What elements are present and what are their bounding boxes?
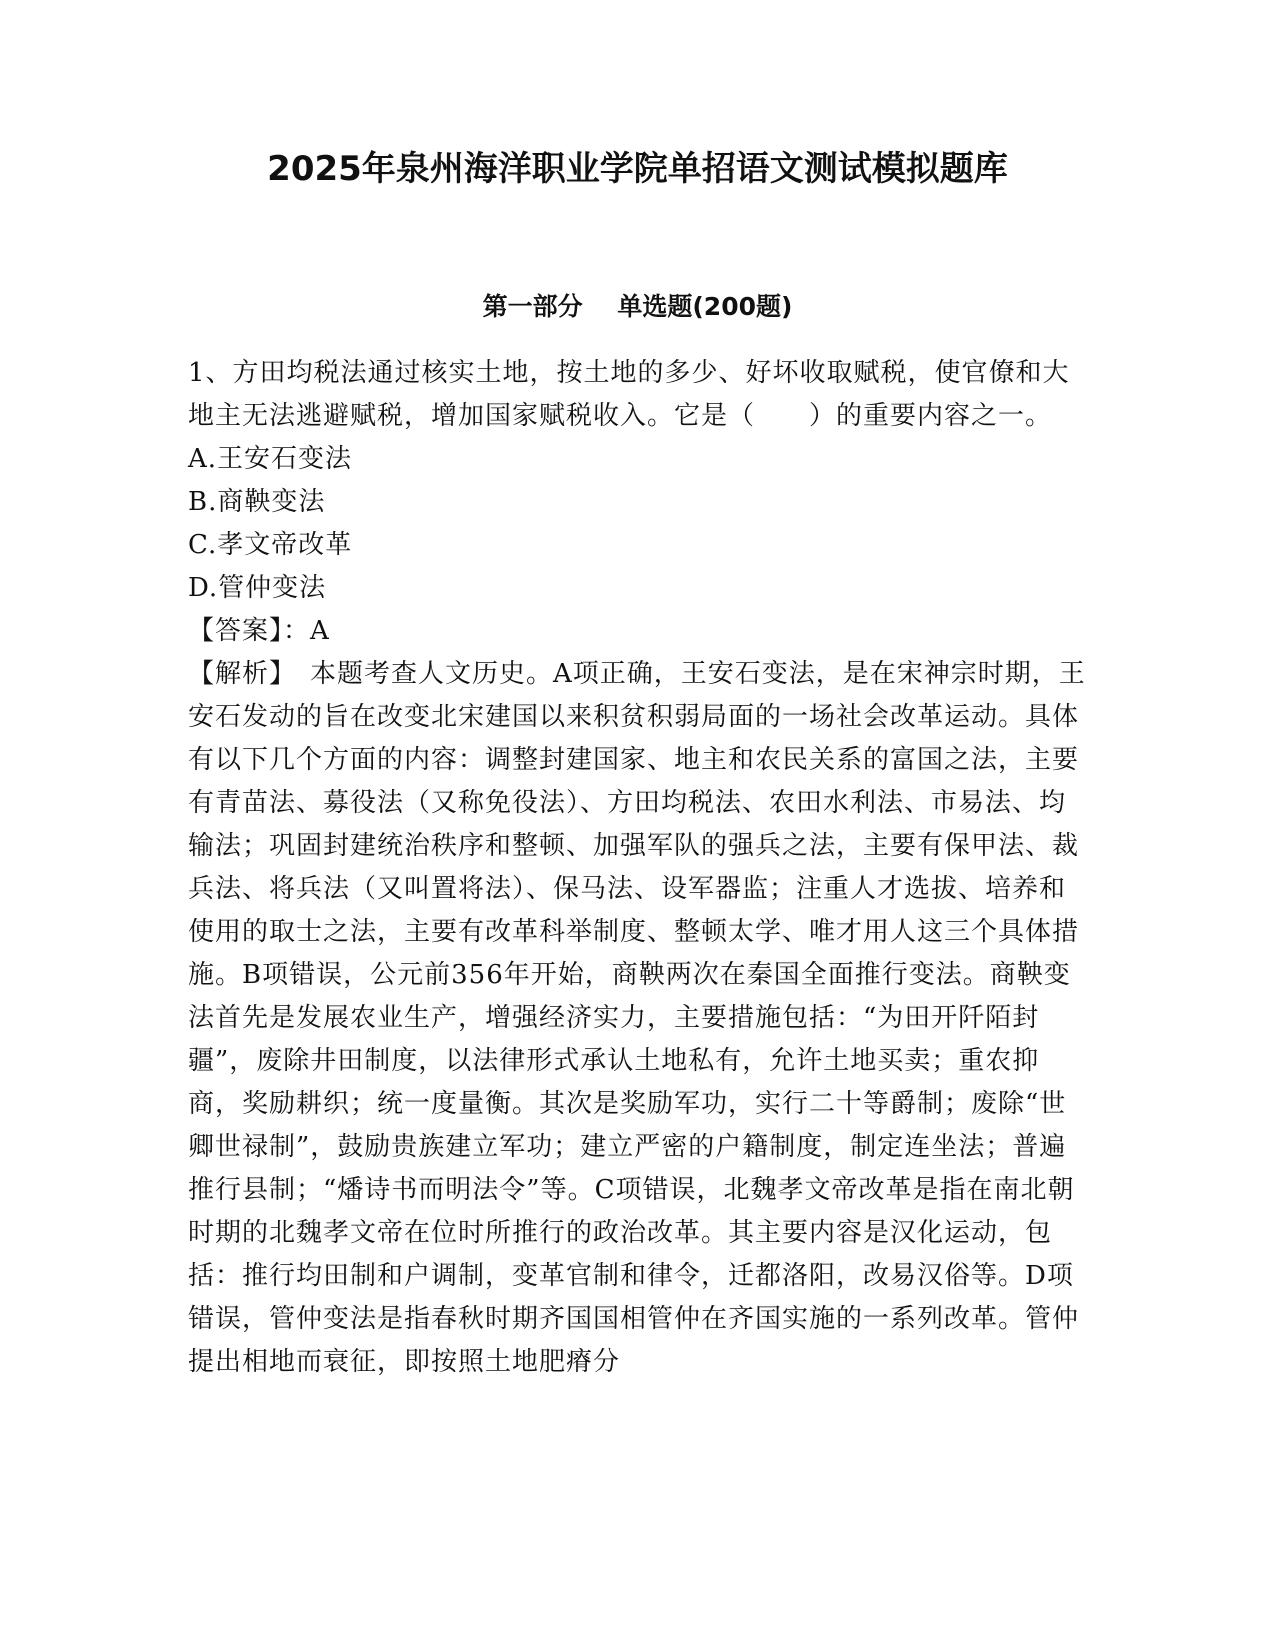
answer-label: 【答案】：	[188, 616, 311, 646]
analysis-label: 【解析】	[188, 659, 284, 689]
option-b: B.商鞅变法	[188, 487, 326, 517]
answer-line	[188, 610, 1088, 653]
option-a: A.王安石变法	[188, 444, 353, 474]
option-c: C.孝文帝改革	[188, 530, 353, 560]
analysis-text: 本题考查人文历史。A项正确，王安石变法，是在宋神宗时期，王安石发动的旨在改变北宋建国以来积贫积弱局面的一场社会改革运动。具体有以下几个方面的内容：调整封建国家、地主和农民关系的富国之法，主要有青苗法、募役法（又称免役法）、方田均税法、农田水利法、市易法、均输法；巩固封建统治秩序和整顿、加强军队的强兵之法，主要有保甲法、裁兵法、将兵法（又叫置将法）、保马法、设军器监；注重人才选拔、培养和使用的取士之法，主要有改革科举制度、整顿太学、唯才用人这三个具体措施。B项错误，公元前356年开始，商鞅两次在秦国全面推行变法。商鞅变法首先是发展农业生产，增强经济实力，主要措施包括：“为田开阡陌封疆”，废除井田制度，以法律形式承认土地私有，允许土地买卖；重农抑商，奖励耕织；统一度量衡。其次是奖励军功，实行二十等爵制；废除“世卿世禄制”，鼓励贵族建立军功；建立严密的户籍制度，制定连坐法；普遍推行县制；“燔诗书而明法令”等。C项错误，北魏孝文帝改革是指在南北朝时期的北魏孝文帝在位时所推行的政治改革。其主要内容是汉化运动，包括：推行均田制和户调制，变革官制和律令，迁都洛阳，改易汉俗等。D项错误，管仲变法是指春秋时期齐国国相管仲在齐国实施的一系列改革。管仲提出相地而衰征，即按照土地肥瘠分	[188, 659, 1086, 1377]
option-d: D.管仲变法	[188, 573, 327, 603]
document-title: 2025年泉州海洋职业学院单招语文测试模拟题库	[267, 149, 1008, 189]
analysis-paragraph	[188, 653, 1088, 1384]
question-stem: 1、方田均税法通过核实土地，按土地的多少、好坏收取赋税，使官僚和大地主无法逃避赋税，增加国家赋税收入。它是（ ）的重要内容之一。	[188, 358, 1070, 431]
question-block	[188, 352, 1088, 1384]
section-title: 第一部分 单选题(200题)	[482, 292, 793, 321]
answer-value: A	[310, 616, 330, 646]
